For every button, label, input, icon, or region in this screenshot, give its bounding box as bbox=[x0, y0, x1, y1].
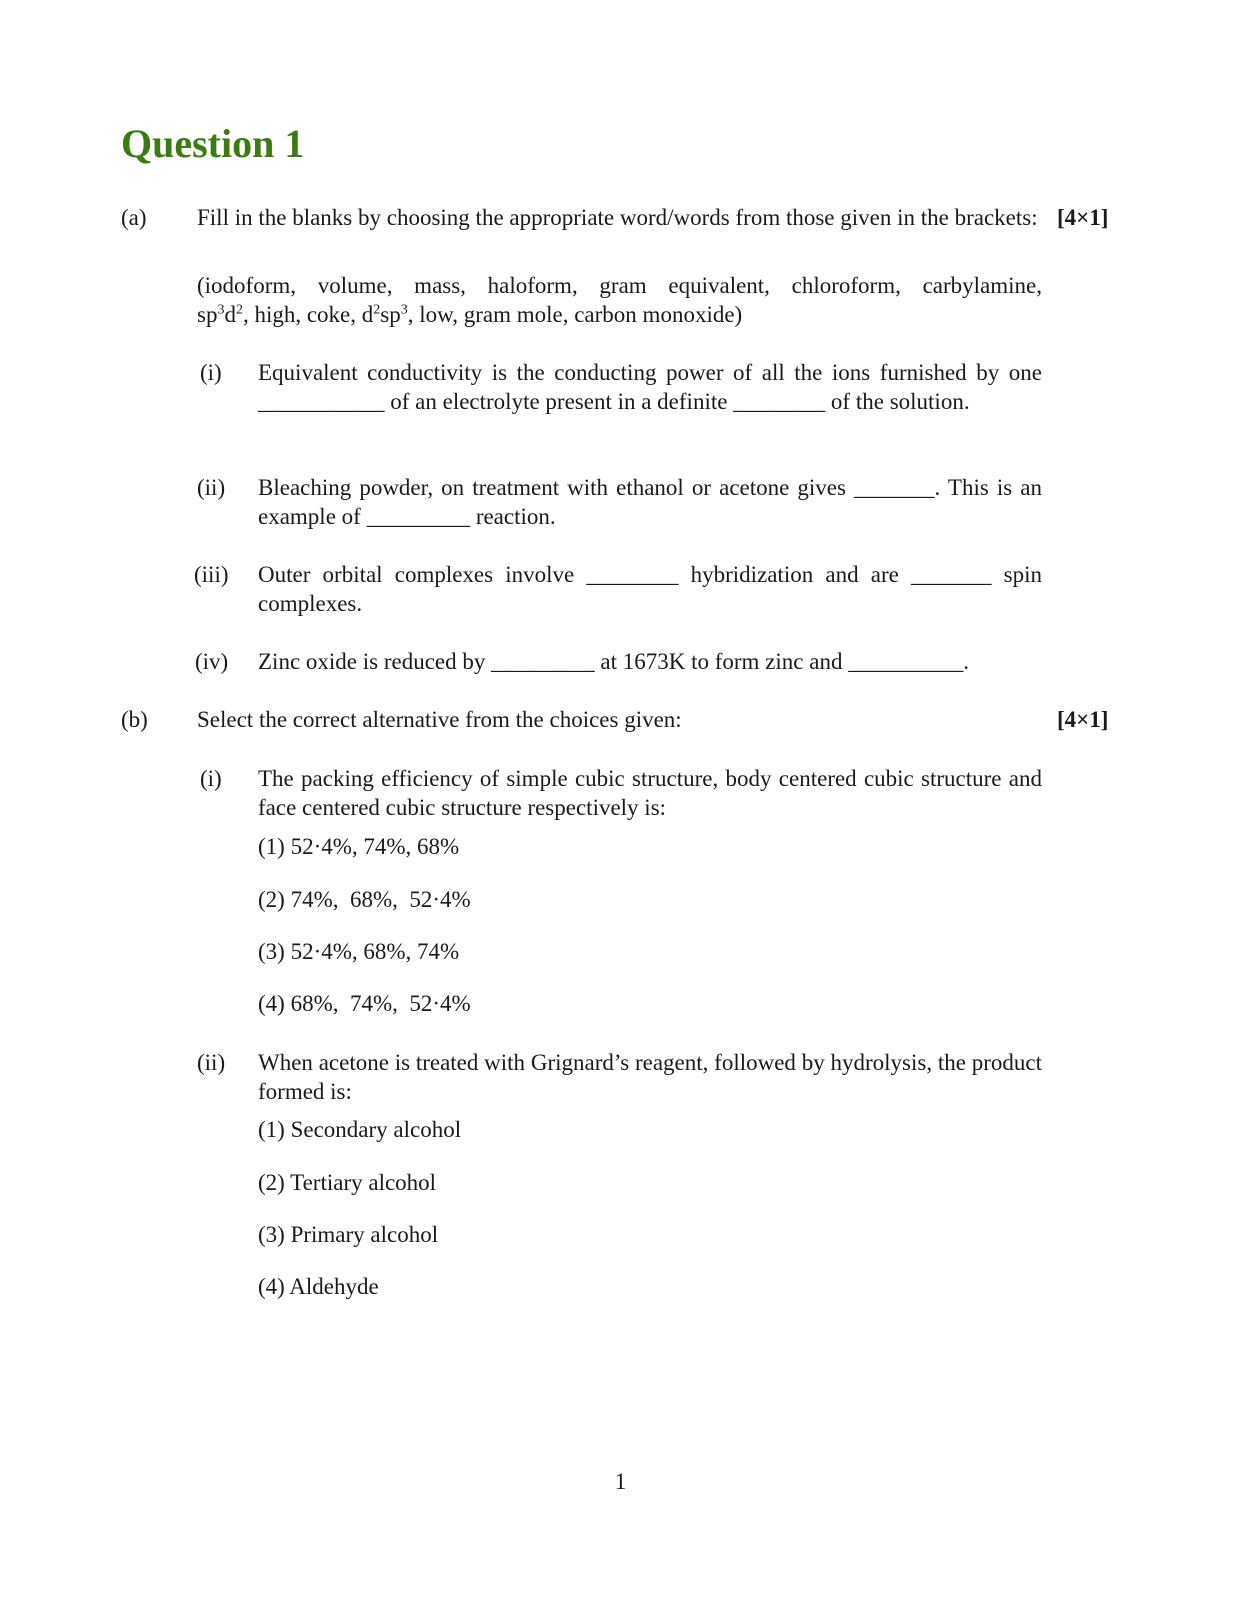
b-q1-num: (i) bbox=[200, 766, 222, 791]
opt-mid: , high, coke, d bbox=[242, 302, 374, 327]
b-q2-option-2: (2) Tertiary alcohol bbox=[258, 1170, 437, 1195]
a-item-1-num: (i) bbox=[200, 360, 222, 385]
part-a-instruction: Fill in the blanks by choosing the appropriate word/words from those given in the brackets: bbox=[197, 205, 1038, 230]
b-q1-text: The packing efficiency of simple cubic structure, body centered cubic structure and face centered cubic structure respectively is: bbox=[258, 766, 1042, 820]
opt-d-sup: 2 bbox=[235, 302, 243, 318]
a-item-3-num: (iii) bbox=[194, 562, 229, 587]
a-item-2-text: Bleaching powder, on treatment with ethanol or acetone gives _______. This is an example of _________ reaction. bbox=[258, 475, 1042, 529]
opt-sp2: sp bbox=[380, 302, 401, 327]
word-options-line-1: (iodoform, volume, mass, haloform, gram equivalent, chloroform, carbylamine, bbox=[197, 273, 1042, 298]
a-item-2-num: (ii) bbox=[197, 475, 226, 500]
opt-d: d bbox=[224, 302, 236, 327]
b-q2-num: (ii) bbox=[197, 1050, 226, 1075]
part-b-instruction: Select the correct alternative from the choices given: bbox=[197, 707, 682, 732]
part-a-word-options bbox=[197, 271, 1042, 329]
opt-sp2-sup: 3 bbox=[400, 302, 408, 318]
question-title: Question 1 bbox=[121, 121, 305, 166]
b-q1-option-3: (3) 52·4%, 68%, 74% bbox=[258, 939, 460, 964]
b-q2-option-3: (3) Primary alcohol bbox=[258, 1222, 439, 1247]
page-number: 1 bbox=[614, 1469, 627, 1494]
part-b-marks: [4×1] bbox=[1057, 707, 1109, 732]
b-q2-option-4: (4) Aldehyde bbox=[258, 1274, 379, 1299]
opt-end: , low, gram mole, carbon monoxide) bbox=[407, 302, 743, 327]
opt-sp-sup: 3 bbox=[217, 302, 225, 318]
part-a-marks: [4×1] bbox=[1057, 205, 1109, 230]
b-q2-option-1: (1) Secondary alcohol bbox=[258, 1117, 462, 1142]
word-options-line-2 bbox=[197, 300, 1042, 329]
b-q1-option-4: (4) 68%, 74%, 52·4% bbox=[258, 991, 471, 1016]
part-a-label: (a) bbox=[121, 205, 147, 230]
a-item-4-text: Zinc oxide is reduced by _________ at 1673K to form zinc and __________. bbox=[258, 649, 969, 674]
a-item-4-num: (iv) bbox=[195, 649, 229, 674]
b-q1-option-1: (1) 52·4%, 74%, 68% bbox=[258, 834, 460, 859]
part-b-label: (b) bbox=[121, 707, 148, 732]
b-q1-option-2: (2) 74%, 68%, 52·4% bbox=[258, 887, 471, 912]
a-item-3-text: Outer orbital complexes involve ________ hybridization and are _______ spin complexes. bbox=[258, 562, 1042, 616]
b-q2-text: When acetone is treated with Grignard’s reagent, followed by hydrolysis, the product formed is: bbox=[258, 1050, 1042, 1104]
opt-sp: sp bbox=[197, 302, 218, 327]
opt-d2-sup: 2 bbox=[373, 302, 381, 318]
a-item-1-text: Equivalent conductivity is the conducting power of all the ions furnished by one ___________ of an electrolyte present in a definite ________ of the solution. bbox=[258, 360, 1042, 414]
